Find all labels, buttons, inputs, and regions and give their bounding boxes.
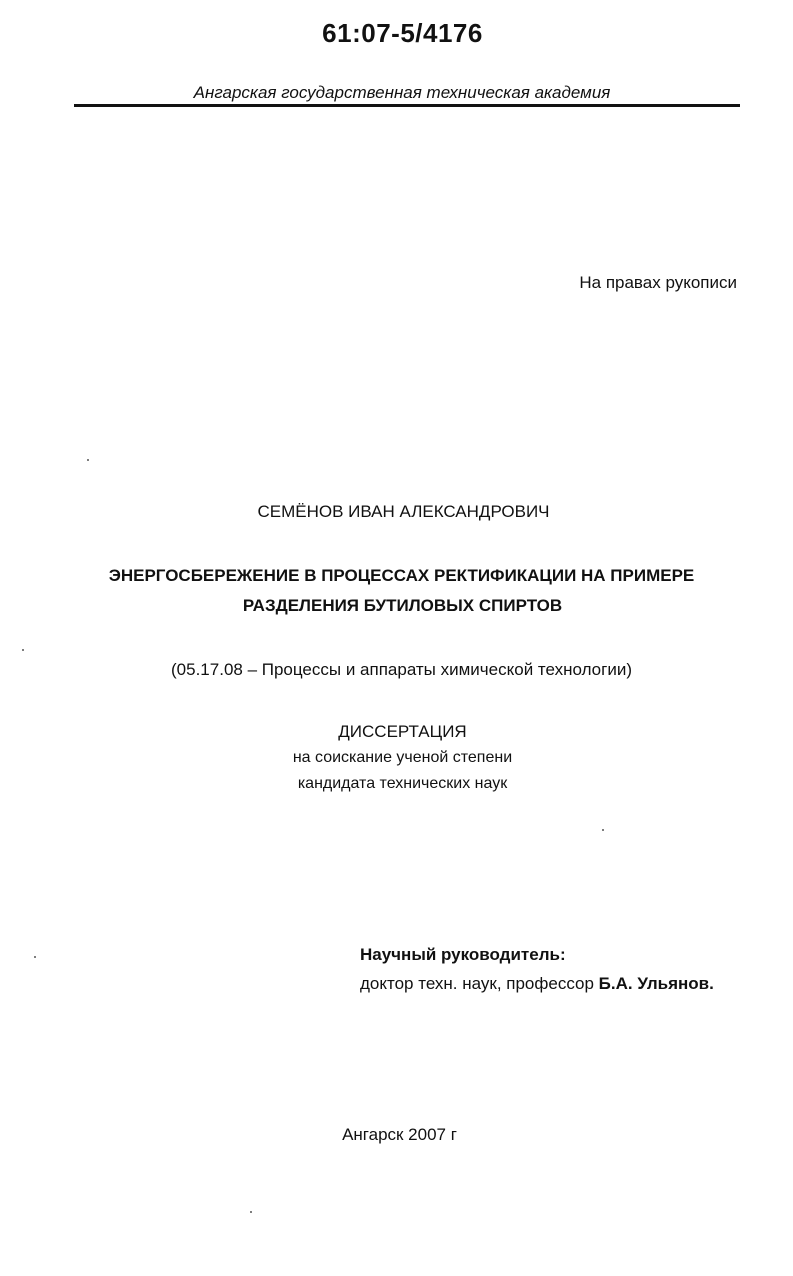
degree-line-1: на соискание ученой степени [292,749,513,766]
supervisor-heading: Научный руководитель: [360,945,566,964]
scan-speck [250,1211,252,1213]
degree-line-2: кандидата технических наук [297,775,508,792]
supervisor-name: Б.А. Ульянов. [598,974,714,993]
supervisor-info [360,974,714,994]
city-year: Ангарск 2007 г [342,1125,457,1144]
institution-name: Ангарская государственная техническая академия [193,83,611,102]
author-name: СЕМЁНОВ ИВАН АЛЕКСАНДРОВИЧ [257,502,550,521]
scan-speck [34,956,36,958]
document-type: ДИССЕРТАЦИЯ [338,722,467,741]
scan-speck [602,829,604,831]
supervisor-credentials: доктор техн. наук, профессор [360,974,594,993]
dissertation-title-line-1: ЭНЕРГОСБЕРЕЖЕНИЕ В ПРОЦЕССАХ РЕКТИФИКАЦИИ НА ПРИМЕРЕ [108,566,695,585]
specialty-code: (05.17.08 – Процессы и аппараты химической технологии) [171,660,632,679]
header-divider [74,104,740,107]
manuscript-rights-note: На правах рукописи [579,273,737,292]
dissertation-title-line-2: РАЗДЕЛЕНИЯ БУТИЛОВЫХ СПИРТОВ [242,596,563,615]
catalog-number: 61:07-5/4176 [322,18,483,48]
scan-speck [22,649,24,651]
scan-speck [87,459,89,461]
